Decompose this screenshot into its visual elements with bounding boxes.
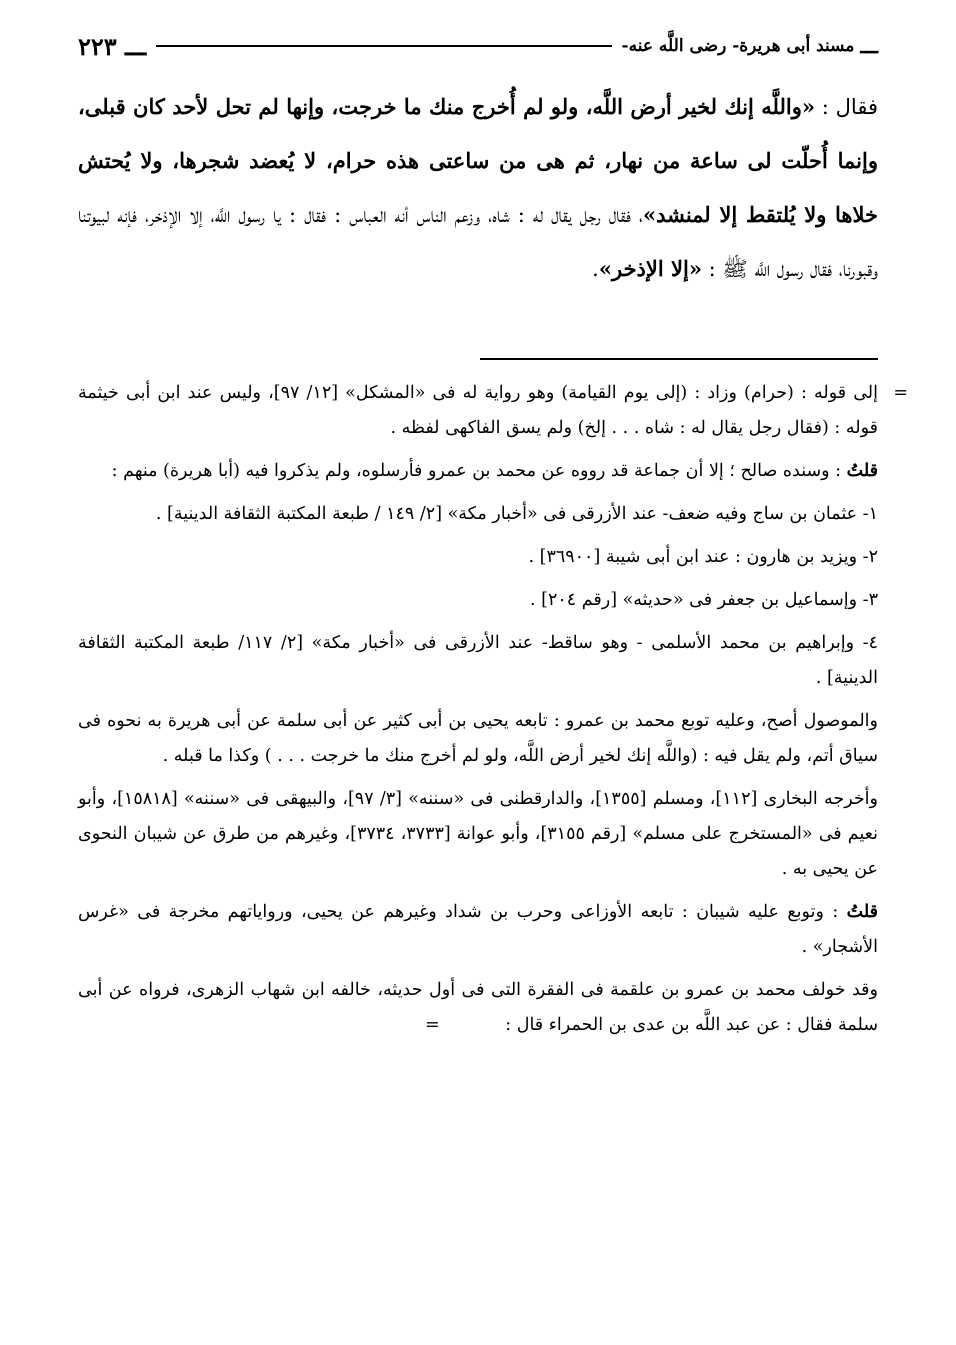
footnote-text: : وسنده صالح ؛ إلا أن جماعة قد رووه عن محمد بن عمرو فأرسلوه، ولم يذكروا فيه (أبا هريرة) منهم : — [111, 461, 842, 481]
footnote-text: ٣- وإسماعيل بن جعفر فى «حديثه» [رقم ٢٠٤] . — [530, 590, 878, 610]
main-dot: . — [592, 257, 599, 281]
footnote-paragraph — [78, 782, 878, 887]
footnote-paragraph — [78, 497, 878, 532]
qultu-lead: قلتُ — [846, 902, 878, 922]
footnote-separator — [480, 358, 878, 360]
hadith-text: «واللَّه إنك لخير أرض اللَّه، ولو لم أُخرج منك ما خرجت، وإنها لم تحل لأحد كان قبلى، وإنما أُحلّت لى ساعة من نهار، ثم هى من ساعتى هذه حرام، لا يُعضد شجرها، ولا يُحتش خلاها ولا يُلتقط إلا لمنشد» — [78, 94, 878, 227]
footnote-paragraph — [78, 540, 878, 575]
header-dash: ـــ — [860, 34, 878, 58]
hadith-ending: «إلا الإذخر» — [598, 256, 702, 281]
page-header — [78, 28, 878, 64]
footnote-paragraph — [78, 704, 878, 774]
footnote-text: ٤- وإبراهيم بن محمد الأسلمى - وهو ساقط- عند الأزرقى فى «أخبار مكة» [٢/ ١١٧/ طبعة المكتبة الثقافة الدينية] . — [78, 633, 878, 688]
footnote-paragraph — [78, 583, 878, 618]
footnote-paragraph — [78, 376, 908, 446]
footnotes — [78, 376, 908, 1051]
footnote-paragraph — [78, 973, 878, 1043]
footnote-text: إلى قوله : (حرام) وزاد : (إلى يوم القيامة) وهو رواية له فى «المشكل» [١٢/ ٩٧]، وليس عند ابن أبى خيثمة قوله : (فقال رجل يقال له : شاه . . . إلخ) ولم يسق الفاكهى لفظه . — [78, 383, 878, 438]
footnote-text: : وتوبع عليه شيبان : تابعه الأوزاعى وحرب بن شداد وغيرهم عن يحيى، ورواياتهم مخرجة فى «غرس الأشجار» . — [78, 902, 878, 957]
footnote-text: والموصول أصح، وعليه توبع محمد بن عمرو : تابعه يحيى بن أبى كثير عن أبى سلمة عن أبى هريرة به نحوه فى سياق أتم، ولم يقل فيه : (واللَّه إنك لخير أرض اللَّه، ولو لم أخرج منك ما خرجت . . . ) وكذا ما قبله . — [78, 711, 878, 766]
footnote-paragraph — [78, 626, 878, 696]
main-lead: فقال : — [815, 95, 878, 119]
continuation-mark-end: = — [425, 1015, 440, 1035]
footnote-text: ١- عثمان بن ساج وفيه ضعف- عند الأزرقى فى «أخبار مكة» [٢/ ١٤٩ / طبعة المكتبة الثقافة الدينية] . — [155, 504, 878, 524]
footnote-paragraph — [78, 895, 878, 965]
continuation-mark: = — [893, 383, 908, 403]
running-head: مسند أبى هريرة- رضى اللَّه عنه- — [621, 36, 855, 56]
qultu-lead: قلتُ — [846, 461, 878, 481]
main-text — [78, 80, 878, 296]
footnote-text: وقد خولف محمد بن عمرو بن علقمة فى الفقرة التى فى أول حديثه، خالفه ابن شهاب الزهرى، فرواه عن أبى سلمة فقال : عن عبد اللَّه بن عدى بن الحمراء قال : — [78, 980, 878, 1035]
main-continuation: ، فقال رجل يقال له : شاه، وزعم الناس أنه العباس : فقال : يا رسول اللَّه، إلا الإذخر، فإنه لبيوتنا وقبورنا، فقال رسول اللَّه ﷺ : — [78, 203, 878, 281]
footnote-text: ٢- ويزيد بن هارون : عند ابن أبى شيبة [٣٦٩٠٠] . — [528, 547, 878, 567]
footnote-paragraph — [78, 454, 878, 489]
page-number: ـــ ٢٢٣ — [78, 31, 147, 61]
footnote-text: وأخرجه البخارى [١١٢]، ومسلم [١٣٥٥]، والدارقطنى فى «سننه» [٣/ ٩٧]، والبيهقى فى «سننه» [١٥٨١٨]، وأبو نعيم فى «المستخرج على مسلم» [رقم ٣١٥٥]، وأبو عوانة [٣٧٣٣، ٣٧٣٤]، وغيرهم من طرق عن شيبان النحوى عن يحيى به . — [78, 789, 878, 879]
header-rule — [156, 45, 611, 47]
